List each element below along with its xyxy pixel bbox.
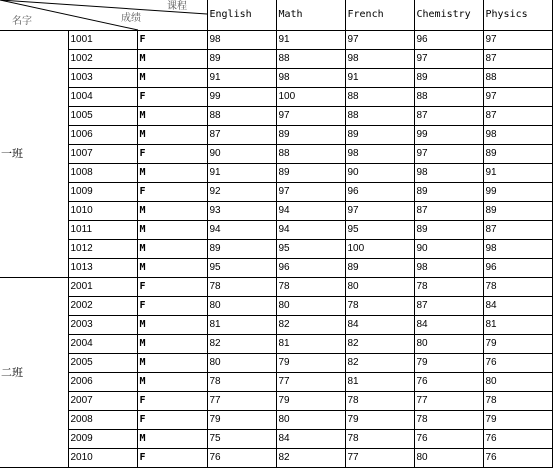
score-cell[interactable]: 80: [483, 373, 552, 392]
score-cell[interactable]: 76: [414, 430, 483, 449]
score-cell[interactable]: 90: [207, 145, 276, 164]
score-cell[interactable]: 91: [483, 164, 552, 183]
student-id-cell[interactable]: 2001: [68, 278, 137, 297]
score-cell[interactable]: 80: [414, 335, 483, 354]
score-cell[interactable]: 88: [345, 88, 414, 107]
table-row: [0, 259, 552, 278]
score-cell[interactable]: 76: [483, 449, 552, 468]
gender-cell[interactable]: M: [137, 221, 207, 240]
subject-header-french[interactable]: French: [345, 0, 414, 31]
table-row: [0, 202, 552, 221]
score-cell[interactable]: 76: [483, 430, 552, 449]
score-cell[interactable]: 78: [207, 278, 276, 297]
table-row: [0, 107, 552, 126]
table-row: [0, 278, 552, 297]
class-name-cell[interactable]: 一班: [0, 31, 68, 278]
student-id-cell[interactable]: 2003: [68, 316, 137, 335]
score-cell[interactable]: 90: [414, 240, 483, 259]
gender-cell[interactable]: F: [137, 297, 207, 316]
score-cell[interactable]: 77: [276, 373, 345, 392]
score-cell[interactable]: 96: [345, 183, 414, 202]
student-id-cell[interactable]: 1010: [68, 202, 137, 221]
gender-cell[interactable]: M: [137, 430, 207, 449]
score-label: 成绩: [121, 13, 141, 24]
score-cell[interactable]: 89: [276, 126, 345, 145]
score-cell[interactable]: 97: [483, 31, 552, 50]
table-row: [0, 126, 552, 145]
score-cell[interactable]: 82: [345, 354, 414, 373]
score-cell[interactable]: 89: [276, 164, 345, 183]
score-cell[interactable]: 79: [414, 354, 483, 373]
student-id-cell[interactable]: 2005: [68, 354, 137, 373]
subject-header-physics[interactable]: Physics: [483, 0, 552, 31]
score-cell[interactable]: 97: [276, 107, 345, 126]
gender-cell[interactable]: F: [137, 145, 207, 164]
score-cell[interactable]: 98: [414, 164, 483, 183]
score-cell[interactable]: 91: [345, 69, 414, 88]
score-cell[interactable]: 77: [207, 392, 276, 411]
score-cell[interactable]: 88: [414, 88, 483, 107]
score-cell[interactable]: 84: [483, 297, 552, 316]
score-cell[interactable]: 81: [345, 373, 414, 392]
student-id-cell[interactable]: 1009: [68, 183, 137, 202]
score-cell[interactable]: 78: [483, 392, 552, 411]
score-cell[interactable]: 99: [207, 88, 276, 107]
student-id-cell[interactable]: 2006: [68, 373, 137, 392]
table-row: [0, 430, 552, 449]
subject-header-english[interactable]: English: [207, 0, 276, 31]
score-cell[interactable]: 87: [483, 50, 552, 69]
table-row: [0, 240, 552, 259]
score-cell[interactable]: 98: [414, 259, 483, 278]
score-cell[interactable]: 98: [483, 126, 552, 145]
score-cell[interactable]: 76: [207, 449, 276, 468]
table-row: [0, 297, 552, 316]
student-id-cell[interactable]: 2008: [68, 411, 137, 430]
score-cell[interactable]: 81: [276, 335, 345, 354]
table-row: [0, 88, 552, 107]
score-cell[interactable]: 78: [483, 278, 552, 297]
subject-header-chemistry[interactable]: Chemistry: [414, 0, 483, 31]
score-cell[interactable]: 87: [414, 107, 483, 126]
score-cell[interactable]: 94: [207, 221, 276, 240]
score-cell[interactable]: 89: [207, 50, 276, 69]
subject-header-math[interactable]: Math: [276, 0, 345, 31]
score-cell[interactable]: 94: [276, 202, 345, 221]
score-cell[interactable]: 98: [207, 31, 276, 50]
table-row: [0, 145, 552, 164]
score-cell[interactable]: 84: [414, 316, 483, 335]
table-row: [0, 392, 552, 411]
score-cell[interactable]: 98: [345, 50, 414, 69]
score-cell[interactable]: 94: [276, 221, 345, 240]
student-id-cell[interactable]: 1001: [68, 31, 137, 50]
score-cell[interactable]: 87: [414, 202, 483, 221]
gender-cell[interactable]: F: [137, 392, 207, 411]
score-cell[interactable]: 79: [483, 335, 552, 354]
student-id-cell[interactable]: 1005: [68, 107, 137, 126]
score-cell[interactable]: 79: [276, 392, 345, 411]
score-cell[interactable]: 80: [345, 278, 414, 297]
score-cell[interactable]: 87: [483, 107, 552, 126]
score-cell[interactable]: 91: [276, 31, 345, 50]
score-cell[interactable]: 79: [483, 411, 552, 430]
score-cell[interactable]: 98: [483, 240, 552, 259]
header-row: [0, 0, 552, 31]
student-id-cell[interactable]: 2004: [68, 335, 137, 354]
gender-cell[interactable]: M: [137, 107, 207, 126]
score-cell[interactable]: 82: [276, 316, 345, 335]
gender-cell[interactable]: M: [137, 316, 207, 335]
score-cell[interactable]: 78: [414, 278, 483, 297]
gender-cell[interactable]: F: [137, 449, 207, 468]
score-cell[interactable]: 97: [345, 202, 414, 221]
score-cell[interactable]: 84: [276, 430, 345, 449]
score-cell[interactable]: 92: [207, 183, 276, 202]
gender-cell[interactable]: F: [137, 88, 207, 107]
score-cell[interactable]: 82: [345, 335, 414, 354]
score-cell[interactable]: 97: [276, 183, 345, 202]
score-cell[interactable]: 95: [207, 259, 276, 278]
score-cell[interactable]: 88: [345, 107, 414, 126]
score-cell[interactable]: 89: [345, 259, 414, 278]
score-cell[interactable]: 82: [276, 449, 345, 468]
gender-cell[interactable]: M: [137, 69, 207, 88]
course-label: 课程: [167, 1, 187, 12]
score-cell[interactable]: 81: [207, 316, 276, 335]
gender-cell[interactable]: M: [137, 259, 207, 278]
student-id-cell[interactable]: 2002: [68, 297, 137, 316]
table-row: [0, 354, 552, 373]
name-label: 名字: [12, 16, 32, 27]
gender-cell[interactable]: M: [137, 164, 207, 183]
score-cell[interactable]: 77: [345, 449, 414, 468]
gender-cell[interactable]: F: [137, 278, 207, 297]
student-id-cell[interactable]: 1006: [68, 126, 137, 145]
table-row: [0, 316, 552, 335]
gender-cell[interactable]: M: [137, 126, 207, 145]
student-id-cell[interactable]: 1011: [68, 221, 137, 240]
student-id-cell[interactable]: 1007: [68, 145, 137, 164]
score-cell[interactable]: 78: [276, 278, 345, 297]
table-row: [0, 373, 552, 392]
score-cell[interactable]: 98: [345, 145, 414, 164]
student-id-cell[interactable]: 2009: [68, 430, 137, 449]
score-cell[interactable]: 88: [276, 50, 345, 69]
score-cell[interactable]: 93: [207, 202, 276, 221]
gender-cell[interactable]: M: [137, 202, 207, 221]
table-row: [0, 50, 552, 69]
score-cell[interactable]: 100: [276, 88, 345, 107]
score-cell[interactable]: 96: [483, 259, 552, 278]
score-cell[interactable]: 97: [414, 145, 483, 164]
score-cell[interactable]: 89: [414, 221, 483, 240]
score-cell[interactable]: 79: [276, 354, 345, 373]
gender-cell[interactable]: F: [137, 31, 207, 50]
score-cell[interactable]: 88: [483, 69, 552, 88]
score-cell[interactable]: 88: [207, 107, 276, 126]
table-row: [0, 449, 552, 468]
table-row: [0, 335, 552, 354]
score-cell[interactable]: 91: [207, 164, 276, 183]
score-cell[interactable]: 89: [414, 69, 483, 88]
table-row: [0, 164, 552, 183]
score-cell[interactable]: 79: [345, 411, 414, 430]
score-cell[interactable]: 79: [207, 411, 276, 430]
score-cell[interactable]: 87: [414, 297, 483, 316]
student-id-cell[interactable]: 1003: [68, 69, 137, 88]
score-cell[interactable]: 78: [345, 297, 414, 316]
score-cell[interactable]: 89: [483, 145, 552, 164]
score-cell[interactable]: 95: [276, 240, 345, 259]
table-row: [0, 31, 552, 50]
score-cell[interactable]: 78: [414, 411, 483, 430]
table-row: [0, 221, 552, 240]
score-cell[interactable]: 89: [414, 183, 483, 202]
score-cell[interactable]: 87: [483, 221, 552, 240]
score-cell[interactable]: 82: [207, 335, 276, 354]
score-cell[interactable]: 87: [207, 126, 276, 145]
score-cell[interactable]: 76: [483, 354, 552, 373]
gender-cell[interactable]: F: [137, 183, 207, 202]
score-cell[interactable]: 88: [276, 145, 345, 164]
score-cell[interactable]: 97: [414, 50, 483, 69]
student-id-cell[interactable]: 1008: [68, 164, 137, 183]
score-cell[interactable]: 76: [414, 373, 483, 392]
score-cell[interactable]: 89: [345, 126, 414, 145]
score-cell[interactable]: 89: [207, 240, 276, 259]
gender-cell[interactable]: F: [137, 411, 207, 430]
gender-cell[interactable]: M: [137, 50, 207, 69]
table-row: [0, 69, 552, 88]
score-cell[interactable]: 89: [483, 202, 552, 221]
student-id-cell[interactable]: 2010: [68, 449, 137, 468]
score-cell[interactable]: 97: [345, 31, 414, 50]
student-id-cell[interactable]: 1004: [68, 88, 137, 107]
score-cell[interactable]: 98: [276, 69, 345, 88]
score-cell[interactable]: 90: [345, 164, 414, 183]
score-cell[interactable]: 96: [414, 31, 483, 50]
score-cell[interactable]: 78: [345, 392, 414, 411]
score-cell[interactable]: 99: [414, 126, 483, 145]
score-cell[interactable]: 99: [483, 183, 552, 202]
score-cell[interactable]: 97: [483, 88, 552, 107]
score-cell[interactable]: 80: [414, 449, 483, 468]
gender-cell[interactable]: M: [137, 373, 207, 392]
student-id-cell[interactable]: 2007: [68, 392, 137, 411]
student-id-cell[interactable]: 1012: [68, 240, 137, 259]
gender-cell[interactable]: M: [137, 240, 207, 259]
score-cell[interactable]: 77: [414, 392, 483, 411]
class-name-cell[interactable]: 二班: [0, 278, 68, 468]
score-cell[interactable]: 91: [207, 69, 276, 88]
student-id-cell[interactable]: 1013: [68, 259, 137, 278]
score-cell[interactable]: 78: [345, 430, 414, 449]
table-row: [0, 411, 552, 430]
score-cell[interactable]: 75: [207, 430, 276, 449]
score-cell[interactable]: 95: [345, 221, 414, 240]
score-cell[interactable]: 80: [276, 297, 345, 316]
score-cell[interactable]: 100: [345, 240, 414, 259]
score-cell[interactable]: 80: [207, 354, 276, 373]
table-row: [0, 183, 552, 202]
student-id-cell[interactable]: 1002: [68, 50, 137, 69]
diagonal-header-cell[interactable]: [0, 0, 207, 31]
score-cell[interactable]: 84: [345, 316, 414, 335]
gender-cell[interactable]: M: [137, 354, 207, 373]
gender-cell[interactable]: M: [137, 335, 207, 354]
score-cell[interactable]: 81: [483, 316, 552, 335]
score-cell[interactable]: 80: [207, 297, 276, 316]
score-cell[interactable]: 78: [207, 373, 276, 392]
score-cell[interactable]: 96: [276, 259, 345, 278]
score-cell[interactable]: 80: [276, 411, 345, 430]
